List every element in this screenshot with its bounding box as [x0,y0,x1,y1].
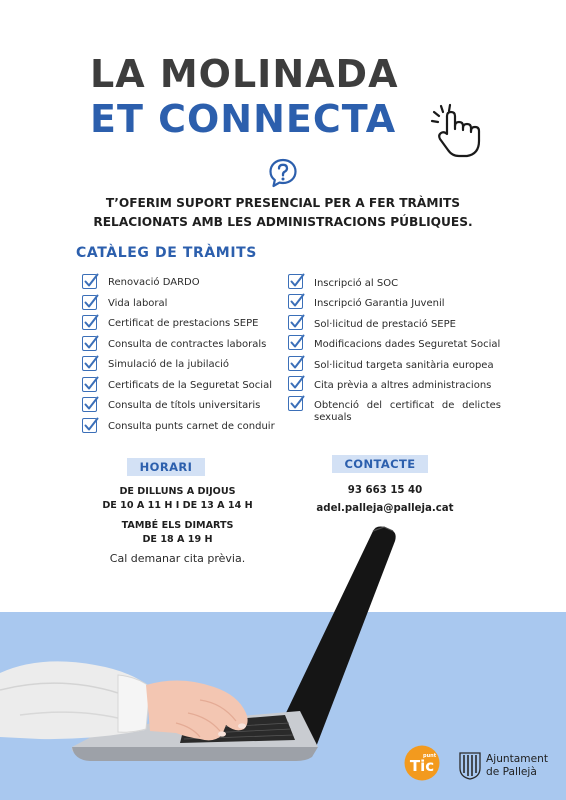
list-item-label: Obtenció del certificat de delictes sexuals [314,400,501,424]
checkbox-checked-icon [82,295,97,310]
intro-text [40,194,526,232]
ajuntament-line-2: de Pallejà [486,766,537,778]
list-item-label: Sol·licitud de prestació SEPE [314,318,456,330]
list-item [80,418,280,439]
list-item [80,336,280,357]
tic-logo-small-text: punt [423,753,437,759]
contacte-block [300,482,470,518]
checkbox-checked-icon [82,397,97,412]
catalog-title: CATÀLEG DE TRÀMITS [76,245,257,261]
horari-note: Cal demanar cita prèvia. [109,552,246,565]
list-item-label: Consulta de contractes laborals [108,338,267,350]
list-item-label: Renovació DARDO [108,277,200,288]
list-item [286,335,501,355]
checkbox-checked-icon [288,356,303,371]
list-item [80,377,280,398]
list-item-label: Cita prèvia a altres administracions [314,379,492,391]
list-item-label: Consulta de títols universitaris [108,400,261,411]
list-item [80,295,280,316]
intro-line-1: T’OFERIM SUPORT PRESENCIAL PER A FER TRÀMITS [105,196,461,210]
question-mark-icon [268,158,298,188]
checkbox-checked-icon [82,377,97,392]
list-item-label: Certificat de prestacions SEPE [108,318,259,329]
contact-phone[interactable]: 93 663 15 40 [347,485,423,496]
checkbox-checked-icon [82,315,97,330]
list-item [80,397,280,418]
ajuntament-logo [458,750,558,784]
catalog-left-list [80,274,280,438]
horari-line-4: DE 18 A 19 H [142,534,213,545]
checkbox-checked-icon [82,336,97,351]
list-item [80,274,280,295]
contact-email[interactable]: adel.palleja@palleja.cat [316,503,454,514]
list-item-label: Simulació de la jubilació [108,359,229,370]
list-item-label: Modificacions dades Seguretat Social [314,339,501,351]
catalog-right-list [286,274,501,424]
horari-badge: HORARI [127,458,205,476]
list-item [286,274,501,294]
list-item [286,396,501,424]
horari-line-1: DE DILLUNS A DIJOUS [119,486,236,497]
list-item [286,376,501,396]
list-item [286,294,501,314]
list-item-label: Inscripció al SOC [314,278,399,289]
list-item [80,356,280,377]
list-item-label: Vida laboral [108,297,168,309]
hand-pointer-icon [428,102,488,160]
intro-line-2: RELACIONATS AMB LES ADMINISTRACIONS PÚBLIQUES. [93,215,473,229]
ajuntament-line-1: Ajuntament [486,753,548,765]
checkbox-checked-icon [82,356,97,371]
checkbox-checked-icon [82,418,97,433]
list-item-label: Certificats de la Seguretat Social [108,379,272,391]
horari-line-3: TAMBÉ ELS DIMARTS [121,520,234,531]
checkbox-checked-icon [82,274,97,289]
checkbox-checked-icon [288,376,303,391]
list-item-label: Consulta punts carnet de conduir [108,420,275,432]
checkbox-checked-icon [288,396,303,411]
list-item [80,315,280,336]
ajuntament-name [486,753,548,779]
list-item [286,315,501,335]
checkbox-checked-icon [288,294,303,309]
checkbox-checked-icon [288,274,303,289]
tic-logo-text: Tic [409,757,435,775]
checkbox-checked-icon [288,315,303,330]
checkbox-checked-icon [288,335,303,350]
list-item-label: Sol·licitud targeta sanitària europea [314,359,494,371]
punt-tic-logo [404,745,440,781]
title-line-2: ET CONNECTA [90,97,397,141]
coat-of-arms-icon [458,752,482,780]
horari-line-2: DE 10 A 11 H I DE 13 A 14 H [102,500,253,511]
list-item-label: Inscripció Garantia Juvenil [314,298,445,310]
title-line-1: LA MOLINADA [90,52,399,96]
contacte-badge: CONTACTE [332,455,428,473]
list-item [286,356,501,376]
